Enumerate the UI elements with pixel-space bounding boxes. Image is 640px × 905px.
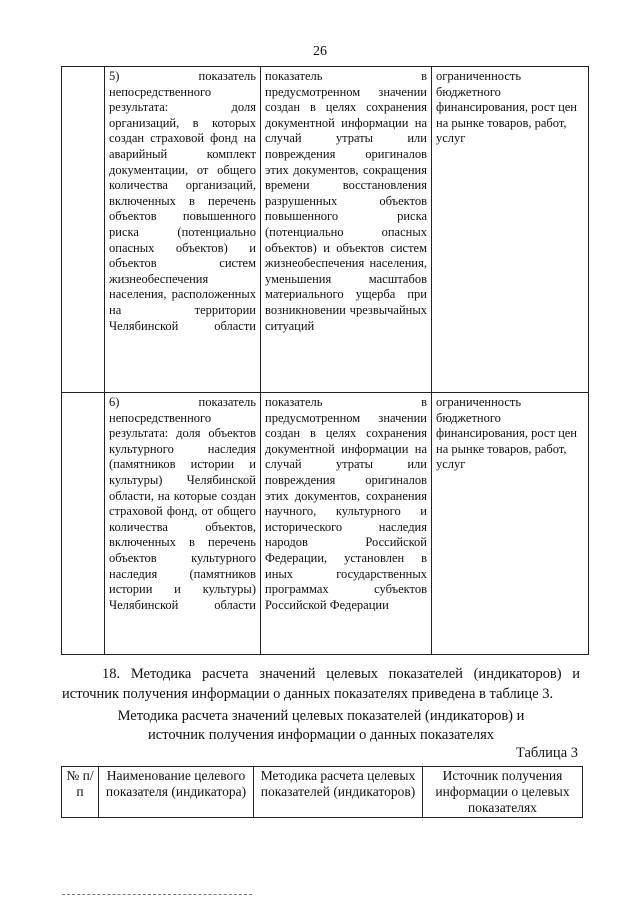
page-number: 26: [313, 44, 327, 59]
header-indicator-name: Наименование целевого показателя (индикатора): [99, 767, 254, 818]
table-cell-empty: [62, 393, 105, 655]
paragraph-18: [62, 664, 580, 704]
header-number: № п/п: [62, 767, 99, 818]
indicator-text: 6) показатель непосредственного результата: доля объектов культурного наследия (памятников истории и культуры) Челябинской области, на которые создан страховой фонд, от общего количества объектов, включенных в перечень объектов культурного наследия (памятников истории и культуры) Челябинской области: [109, 395, 256, 612]
risks-cell: [432, 393, 589, 655]
description-text: показатель в предусмотренном значении создан в целях сохранения документной информации на случай утраты или повреждения оригиналов этих документов, сокращения времени восстановления разрушенных объектов повышенного риска (потенциально опасных объектов) и объектов систем жизнеобеспечения населения, уменьшения масштабов материального ущерба при возникновении чрезвычайных ситуаций: [265, 69, 427, 333]
table3-title-line2: источник получения информации о данных показателях: [148, 727, 494, 743]
risks-text: ограниченность бюджетного финансирования, рост цен на рынке товаров, работ, услуг: [436, 69, 577, 146]
table-row: [62, 67, 589, 393]
header-methodology: Методика расчета целевых показателей (индикаторов): [254, 767, 423, 818]
indicator-cell: [105, 393, 261, 655]
indicator-cell: [105, 67, 261, 393]
description-cell: [261, 67, 432, 393]
table-cell-empty: [62, 67, 105, 393]
indicators-table: [61, 66, 589, 655]
footer-divider: [62, 894, 252, 895]
header-source: Источник получения информации о целевых показателях: [423, 767, 583, 818]
risks-text: ограниченность бюджетного финансирования, рост цен на рынке товаров, работ, услуг: [436, 395, 577, 472]
risks-cell: [432, 67, 589, 393]
methodology-table: [61, 766, 583, 818]
table3-label: Таблица 3: [515, 745, 578, 761]
table-header-row: [62, 767, 583, 818]
description-cell: [261, 393, 432, 655]
description-text: показатель в предусмотренном значении создан в целях сохранения документной информации на случай утраты или повреждения оригиналов этих документов, сохранения научного, культурного и исторического наследия народов Российской Федерации, установлен в иных государственных программах субъектов Российской Федерации: [265, 395, 427, 612]
paragraph-18-text: 18. Методика расчета значений целевых показателей (индикаторов) и источник получения информации о данных показателях приведена в таблице 3.: [62, 666, 580, 702]
table3-title-line1: Методика расчета значений целевых показателей (индикаторов) и: [117, 708, 525, 724]
indicator-text: 5) показатель непосредственного результата: доля организаций, в которых создан страховой фонд на аварийный комплект документации, от общего количества организаций, включенных в перечень объектов повышенного риска (потенциально опасных объектов) и объектов систем жизнеобеспечения населения, расположенных на территории Челябинской области: [109, 69, 256, 333]
table-row: [62, 393, 589, 655]
